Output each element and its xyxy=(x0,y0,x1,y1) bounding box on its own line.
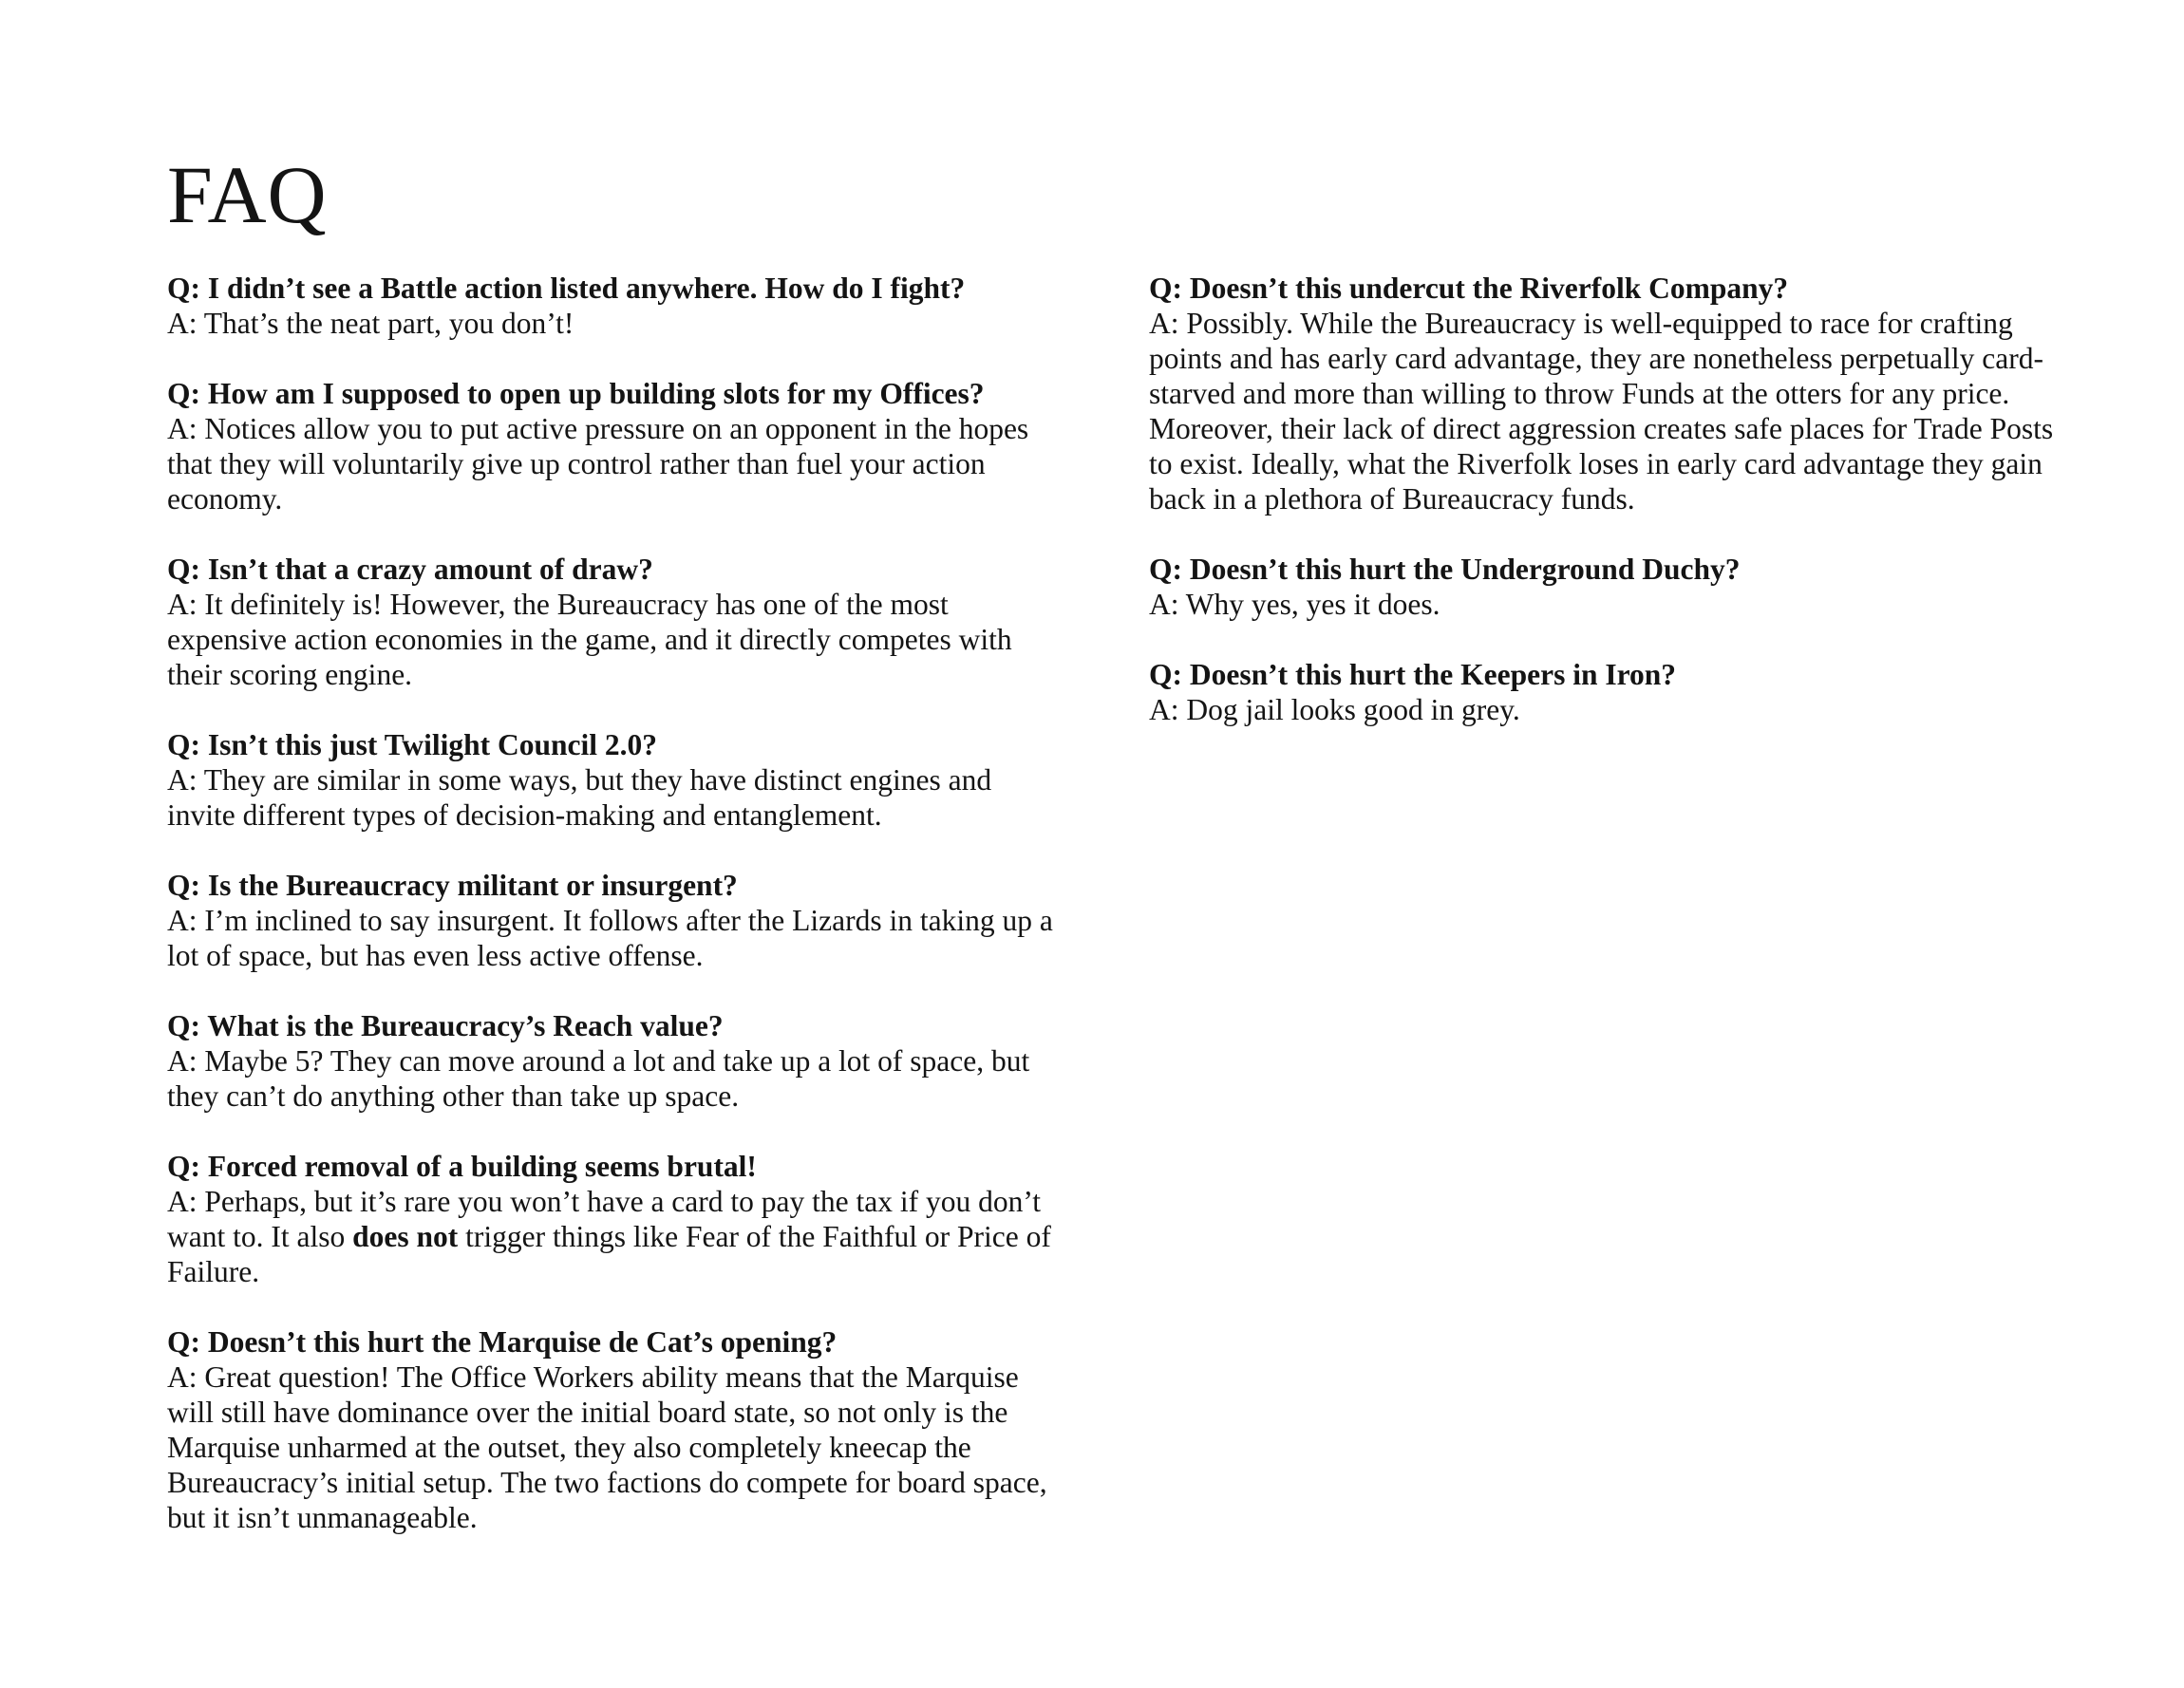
faq-item-reach-value xyxy=(167,1008,1060,1114)
faq-question: Q: Doesn’t this hurt the Marquise de Cat’s opening? xyxy=(167,1325,838,1359)
faq-question: Q: Forced removal of a building seems brutal! xyxy=(167,1150,757,1183)
faq-answer: A: Notices allow you to put active pressure on an opponent in the hopes that they will voluntarily give up control rather than fuel your action economy. xyxy=(167,412,1029,516)
faq-answer: A: I’m inclined to say insurgent. It follows after the Lizards in taking up a lot of space, but has even less active offense. xyxy=(167,904,1053,972)
faq-answer: A: It definitely is! However, the Bureaucracy has one of the most expensive action economies in the game, and it directly competes with their scoring engine. xyxy=(167,588,1012,691)
faq-answer: A: Why yes, yes it does. xyxy=(1149,588,1440,621)
faq-question: Q: Doesn’t this hurt the Underground Duchy? xyxy=(1149,553,1741,586)
faq-item-marquise xyxy=(167,1324,1060,1535)
faq-question: Q: Is the Bureaucracy militant or insurgent? xyxy=(167,869,738,902)
faq-answer: A: Dog jail looks good in grey. xyxy=(1149,693,1520,726)
faq-question: Q: What is the Bureaucracy’s Reach value? xyxy=(167,1009,724,1042)
page-title: FAQ xyxy=(167,149,328,240)
faq-answer-text: A: Perhaps, but it’s rare you won’t have a card to pay the tax if you don’t want to. It also xyxy=(167,1185,1041,1253)
faq-answer-emphasis: does not xyxy=(352,1220,459,1253)
faq-item-militant-insurgent xyxy=(167,868,1060,973)
faq-answer-text: trigger things like Fear of the Faithful or Price of Failure. xyxy=(167,1220,1051,1288)
faq-item-forced-removal xyxy=(167,1149,1060,1289)
faq-question: Q: Isn’t this just Twilight Council 2.0? xyxy=(167,728,658,761)
faq-column-left xyxy=(167,271,1060,1570)
faq-question: Q: How am I supposed to open up building slots for my Offices? xyxy=(167,377,985,410)
faq-answer: A: Maybe 5? They can move around a lot and take up a lot of space, but they can’t do anything other than take up space. xyxy=(167,1044,1030,1113)
faq-answer xyxy=(167,1184,1060,1289)
faq-item-building-slots xyxy=(167,376,1060,516)
faq-question: Q: Isn’t that a crazy amount of draw? xyxy=(167,553,653,586)
faq-item-twilight-council xyxy=(167,727,1060,833)
faq-answer: A: They are similar in some ways, but they have distinct engines and invite different types of decision-making and entanglement. xyxy=(167,763,992,832)
faq-question: Q: I didn’t see a Battle action listed anywhere. How do I fight? xyxy=(167,272,966,305)
faq-item-battle xyxy=(167,271,1060,341)
faq-answer: A: That’s the neat part, you don’t! xyxy=(167,307,574,340)
faq-item-underground-duchy xyxy=(1149,552,2061,622)
faq-item-keepers-in-iron xyxy=(1149,657,2061,727)
faq-item-riverfolk xyxy=(1149,271,2061,516)
faq-column-right xyxy=(1149,271,2061,762)
faq-answer: A: Great question! The Office Workers ability means that the Marquise will still have dominance over the initial board state, so not only is the Marquise unharmed at the outset, they also completely kneecap the Bureaucracy’s initial setup. The two factions do compete for board space, but it isn’t unmanageable. xyxy=(167,1360,1047,1534)
faq-question: Q: Doesn’t this undercut the Riverfolk Company? xyxy=(1149,272,1789,305)
faq-answer: A: Possibly. While the Bureaucracy is well-equipped to race for crafting points and has early card advantage, they are nonetheless perpetually card-starved and more than willing to throw Funds at the otters for any price. Moreover, their lack of direct aggression creates safe places for Trade Posts to exist. Ideally, what the Riverfolk loses in early card advantage they gain back in a plethora of Bureaucracy funds. xyxy=(1149,307,2054,516)
faq-question: Q: Doesn’t this hurt the Keepers in Iron? xyxy=(1149,658,1677,691)
faq-item-draw xyxy=(167,552,1060,692)
